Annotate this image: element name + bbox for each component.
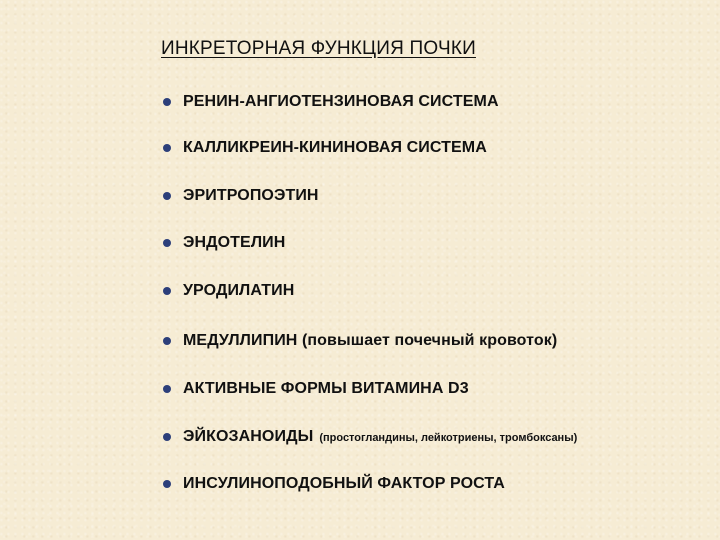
bullet-dot-icon [163,239,171,247]
list-item-text: УРОДИЛАТИН [183,282,295,299]
list-item [163,279,294,303]
bullet-dot-icon [163,192,171,200]
bullet-dot-icon [163,98,171,106]
slide-title: ИНКРЕТОРНАЯ ФУНКЦИЯ ПОЧКИ [161,38,476,59]
bullet-dot-icon [163,385,171,393]
list-item [163,377,469,401]
bullet-dot-icon [163,433,171,441]
list-item-text: ЭРИТРОПОЭТИН [183,187,319,204]
list-item-text: ЭНДОТЕЛИН [183,234,286,251]
bullet-dot-icon [163,480,171,488]
list-item [163,425,577,449]
list-item [163,90,499,114]
bullet-dot-icon [163,337,171,345]
list-item-text: АКТИВНЫЕ ФОРМЫ ВИТАМИНА D3 [183,380,469,397]
list-item [163,136,487,160]
list-item [163,329,557,353]
list-item-text: ИНСУЛИНОПОДОБНЫЙ ФАКТОР РОСТА [183,475,505,492]
bullet-dot-icon [163,144,171,152]
list-item-text: МЕДУЛЛИПИН (повышает почечный кровоток) [183,332,558,349]
list-item [163,231,285,255]
list-item-text: РЕНИН-АНГИОТЕНЗИНОВАЯ СИСТЕМА [183,93,499,110]
list-item [163,472,505,496]
bullet-dot-icon [163,287,171,295]
list-item-note: (простогландины, лейкотриены, тромбоксаны) [319,432,578,444]
list-item-text: КАЛЛИКРЕИН-КИНИНОВАЯ СИСТЕМА [183,139,487,156]
list-item [163,184,319,208]
list-item-text: ЭЙКОЗАНОИДЫ [183,428,314,445]
